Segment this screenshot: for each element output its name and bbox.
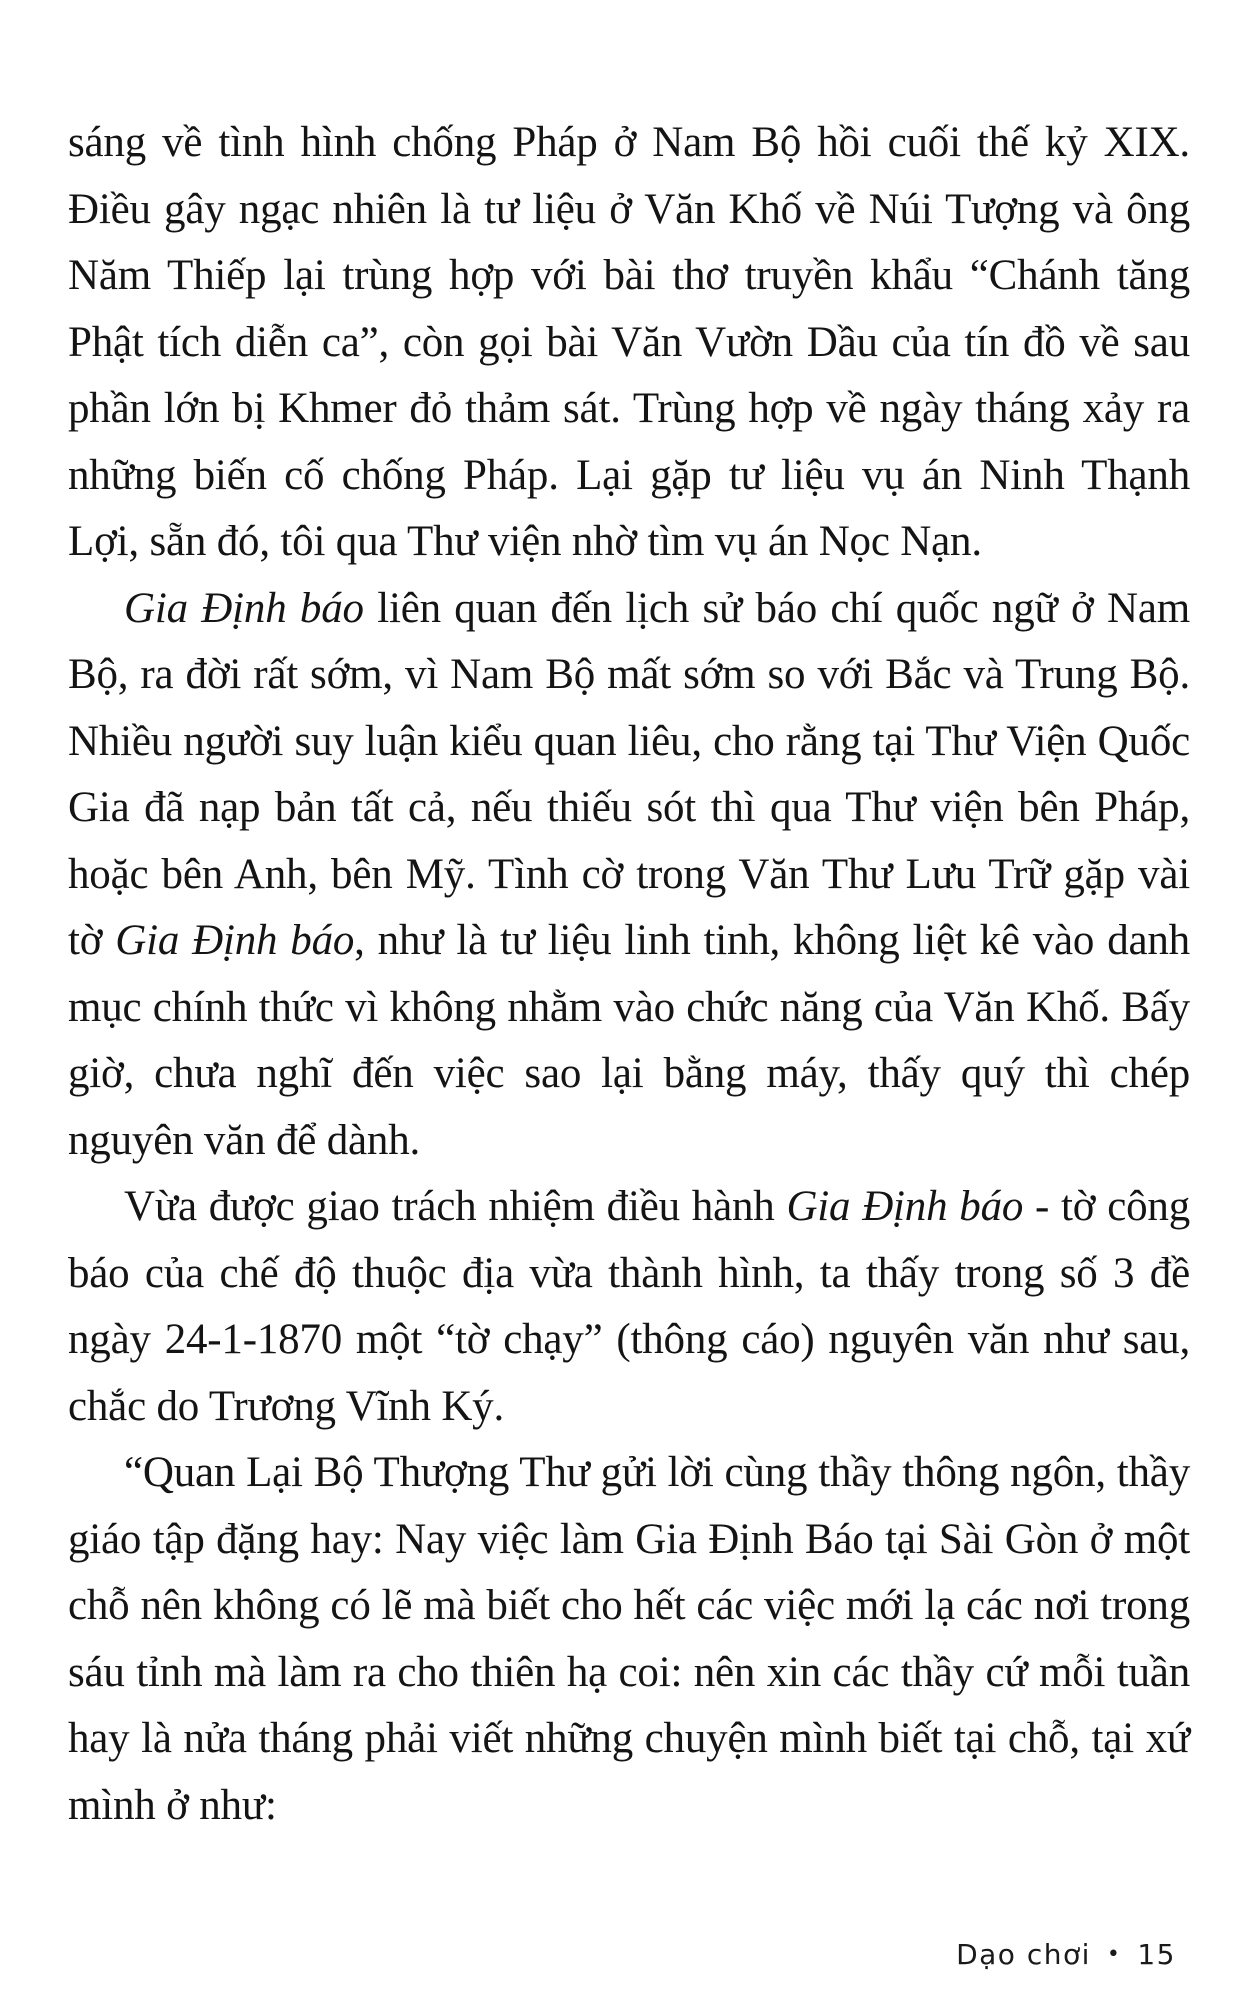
paragraph-3-text-b: - tờ công báo của chế độ thuộc địa vừa thành hình, ta thấy trong số 3 đề ngày 24-1-1870 một “tờ chạy” (thông cáo) nguyên văn như sau, chắc do Trương Vĩnh Ký. xyxy=(68,1183,1190,1430)
publication-title-italic: Gia Định báo xyxy=(124,584,364,632)
paragraph-3 xyxy=(68,1174,1190,1440)
paragraph-4-text: “Quan Lại Bộ Thượng Thư gửi lời cùng thầy thông ngôn, thầy giáo tập đặng hay: Nay việc làm Gia Định Báo tại Sài Gòn ở một chỗ nên không có lẽ mà biết cho hết các việc mới lạ các nơi trong sáu tỉnh mà làm ra cho thiên hạ coi: nên xin các thầy cứ mỗi tuần hay là nửa tháng phải viết những chuyện mình biết tại chỗ, tại xứ mình ở như: xyxy=(68,1449,1190,1829)
publication-title-italic: Gia Định báo xyxy=(115,917,355,964)
paragraph-2-text-a: liên quan đến lịch sử báo chí quốc ngữ ở Nam Bộ, ra đời rất sớm, vì Nam Bộ mất sớm so với Bắc và Trung Bộ. Nhiều người suy luận kiểu quan liêu, cho rằng tại Thư Viện Quốc Gia đã nạp bản tất cả, nếu thiếu sót thì qua Thư viện bên Pháp, hoặc bên Anh, bên Mỹ. Tình cờ trong Văn Thư Lưu Trữ gặp vài tờ xyxy=(68,584,1190,964)
paragraph-1-text: sáng về tình hình chống Pháp ở Nam Bộ hồi cuối thế kỷ XIX. Điều gây ngạc nhiên là tư liệu ở Văn Khố về Núi Tượng và ông Năm Thiếp lại trùng hợp với bài thơ truyền khẩu “Chánh tăng Phật tích diễn ca”, còn gọi bài Văn Vườn Dầu của tín đồ về sau phần lớn bị Khmer đỏ thảm sát. Trùng hợp về ngày tháng xảy ra những biến cố chống Pháp. Lại gặp tư liệu vụ án Ninh Thạnh Lợi, sẵn đó, tôi qua Thư viện nhờ tìm vụ án Nọc Nạn. xyxy=(68,119,1190,565)
page-number: 15 xyxy=(1137,1938,1176,1971)
paragraph-3-text-a: Vừa được giao trách nhiệm điều hành xyxy=(124,1183,787,1230)
running-section-title: Dạo chơi xyxy=(956,1938,1091,1971)
publication-title-italic: Gia Định báo xyxy=(786,1183,1024,1230)
bullet-separator: • xyxy=(1106,1941,1122,1967)
page-footer xyxy=(956,1938,1176,1971)
paragraph-4-quote xyxy=(68,1440,1190,1839)
body-text xyxy=(68,110,1190,1839)
paragraph-2-text-b: , như là tư liệu linh tinh, không liệt kê vào danh mục chính thức vì không nhằm vào chức năng của Văn Khố. Bấy giờ, chưa nghĩ đến việc sao lại bằng máy, thấy quý thì chép nguyên văn để dành. xyxy=(68,917,1190,1164)
paragraph-2 xyxy=(68,576,1190,1175)
paragraph-1 xyxy=(68,110,1190,576)
